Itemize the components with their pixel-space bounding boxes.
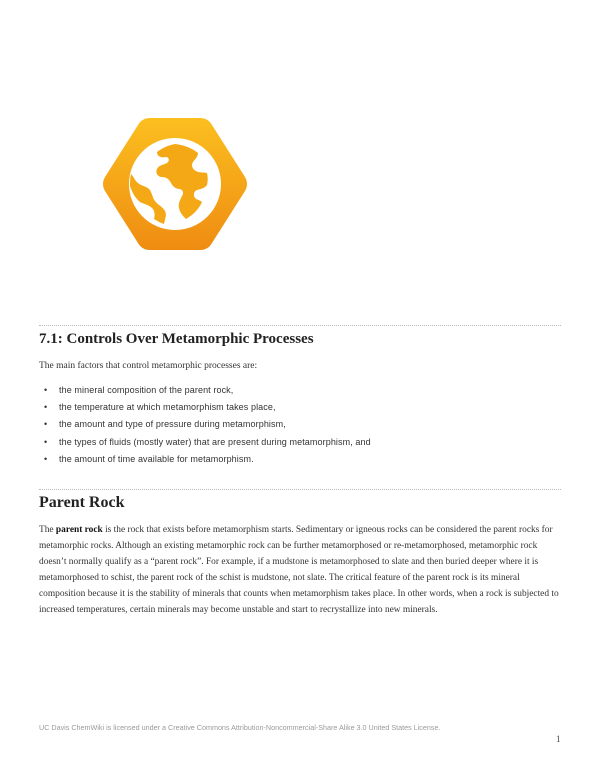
list-item bbox=[39, 453, 371, 470]
para-body: is the rock that exists before metamorphism starts. Sedimentary or igneous rocks can be considered the parent rocks for metamorphic rocks. Although an existing metamorphic rock can be further metamorphosed or re-metamorphosed, metamorphic rock doesn’t normally qualify as a “parent rock”. For example, if a mudstone is metamorphosed to slate and then buried deeper where it is metamorphosed to schist, the parent rock of the schist is mudstone, not slate. The critical feature of the parent rock is its mineral composition because it is the stability of minerals that counts when metamorphism takes place. In other words, when a rock is subjected to increased temperatures, certain minerals may become unstable and start to recrystallize into new minerals. bbox=[39, 525, 559, 616]
section-divider bbox=[39, 325, 561, 326]
license-footer: UC Davis ChemWiki is licensed under a Creative Commons Attribution-Noncommercial-Share Alike 3.0 United States License. bbox=[39, 723, 441, 732]
globe-icon bbox=[97, 112, 253, 256]
section-divider bbox=[39, 489, 561, 490]
parent-rock-paragraph bbox=[39, 522, 559, 618]
list-item-text: the amount of time available for metamorphism. bbox=[59, 453, 254, 464]
intro-text: The main factors that control metamorphic processes are: bbox=[39, 361, 258, 371]
bullet-icon: • bbox=[44, 402, 48, 413]
page-number: 1 bbox=[556, 734, 561, 744]
section-title-controls: 7.1: Controls Over Metamorphic Processes bbox=[39, 331, 314, 347]
parent-rock-term: parent rock bbox=[55, 525, 103, 535]
list-item bbox=[39, 436, 371, 453]
list-item bbox=[39, 384, 371, 401]
list-item-text: the mineral composition of the parent rock, bbox=[59, 385, 234, 395]
factor-list bbox=[39, 384, 371, 470]
bullet-icon: • bbox=[44, 436, 48, 447]
list-item-text: the amount and type of pressure during metamorphism, bbox=[59, 419, 286, 430]
para-lead: The bbox=[39, 525, 56, 535]
bullet-icon: • bbox=[44, 419, 48, 430]
logo bbox=[97, 112, 253, 256]
bullet-icon: • bbox=[44, 385, 48, 395]
list-item bbox=[39, 418, 371, 435]
list-item-text: the temperature at which metamorphism takes place, bbox=[59, 402, 276, 413]
section-title-parent-rock: Parent Rock bbox=[39, 494, 125, 511]
list-item-text: the types of fluids (mostly water) that are present during metamorphism, and bbox=[59, 436, 371, 447]
bullet-icon: • bbox=[44, 453, 48, 464]
list-item bbox=[39, 401, 371, 418]
